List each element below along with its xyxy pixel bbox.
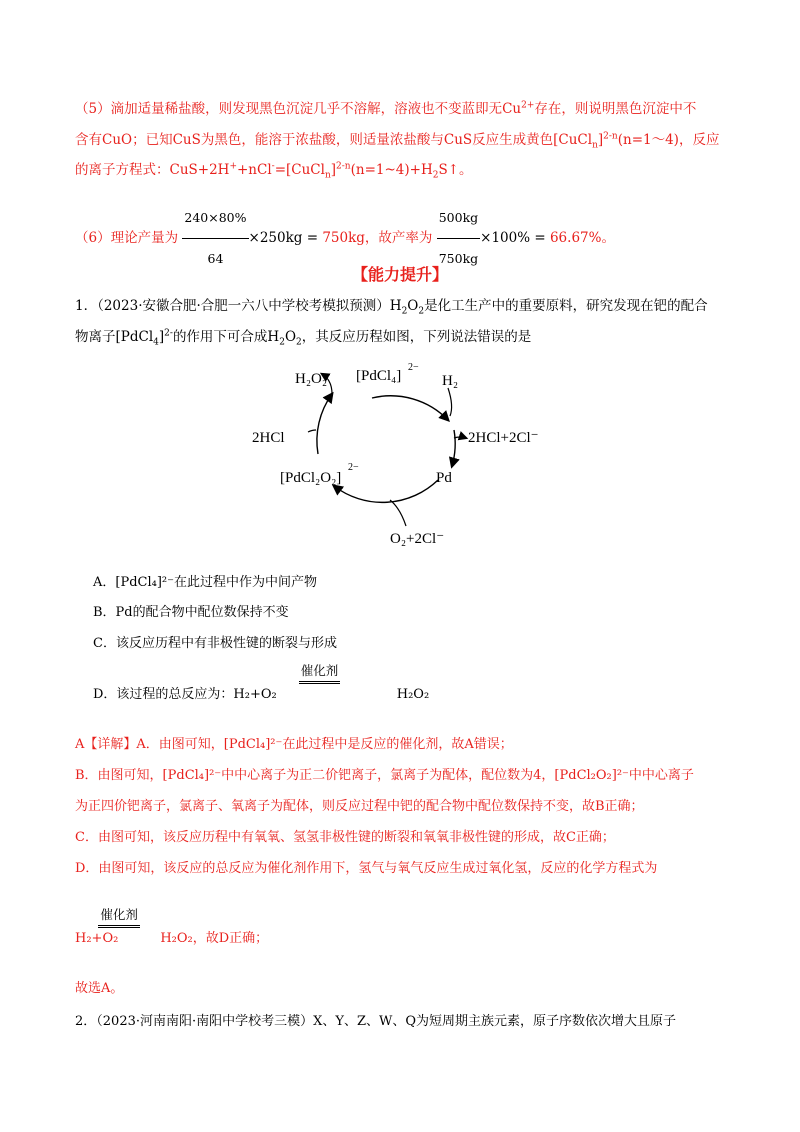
branch-arrow-2hcl (308, 430, 316, 432)
explanation-d: D．由图可知，该反应的总反应为催化剂作用下，氢气与氧气反应生成过氧化氢，反应的化学方程式为 (75, 861, 658, 876)
answer-5-line-2: 含有CuO；已知CuS为黑色，能溶于浓盐酸，则适量浓盐酸与CuS反应生成黄色[CuCl$_n$]$^{2-n}$(n=1～4)，反应 (75, 131, 720, 151)
fraction-yield-theoretical: $\frac{240\times 80\%}{64}$ (182, 198, 248, 279)
question-1-line-1: 1．（2023·安徽合肥·合肥一六八中学校考模拟预测）$H_2O_2$是化工生产中的重要原料，研究发现在钯的配合 (75, 298, 708, 317)
explanation-equation: H₂+O₂ 催化剂 H₂O₂，故D正确； (75, 907, 269, 946)
label-pdcl4: [PdCl₄] (356, 368, 402, 384)
label-pd: Pd (436, 470, 452, 486)
answer-6-line: （6）理论产量为 $\frac{240\times 80\%}{64}$ ×250kg = 750kg，故产率为 $\frac{500kg}{750kg}$ ×100% = 66.67%。 (75, 198, 615, 279)
option-b: B．Pd的配合物中配位数保持不变 (93, 605, 289, 620)
label-o2-2cl: O₂+2Cl⁻ (390, 531, 445, 547)
branch-arrow-h2 (448, 388, 452, 416)
branch-arrow-2hcl2cl (454, 437, 466, 438)
cycle-arc-top (372, 396, 448, 420)
question-1-line-2: 物离子[PdCl$_4$]$^{2-}$的作用下可合成$H_2O_2$，其反应历程如图，下列说法错误的是 (75, 328, 532, 348)
option-d: D．该过程的总反应为：H₂+O₂ 催化剂 H₂O₂ (93, 663, 430, 702)
fraction-yield-rate: $\frac{500kg}{750kg}$ (437, 198, 480, 279)
catalyst-label-2: 催化剂 (98, 905, 140, 928)
label-h2o2: H₂O₂ (295, 371, 328, 387)
label-pdcl4-charge: 2− (408, 362, 419, 373)
explanation-c: C．由图可知，该反应历程中有氧氧、氢氢非极性键的断裂和氧氧非极性键的形成，故C正确； (75, 830, 615, 845)
cycle-arc-right (452, 430, 455, 466)
label-h2: H₂ (442, 373, 459, 389)
label-pdcl2o2-charge: 2− (348, 462, 359, 473)
explanation-b-1: B．由图可知，[PdCl₄]²⁻中中心离子为正二价钯离子，氯离子为配体，配位数为4，[PdCl₂O₂]²⁻中中心离子 (75, 768, 694, 783)
explanation-a: A【详解】A．由图可知，[PdCl₄]²⁻在此过程中是反应的催化剂，故A错误； (75, 737, 513, 752)
branch-arrow-o2 (390, 500, 406, 526)
answer-5-line-3: 的离子方程式：$CuS+2H^++nCl^-=[CuCl_n]^{2-n}(n=1\sim 4)+H_2S↑$。 (75, 161, 473, 181)
cycle-arc-bottom-right (334, 480, 438, 502)
answer-5-line-1: （5）滴加适量稀盐酸，则发现黑色沉淀几乎不溶解，溶液也不变蓝即无$Cu^{2+}$存在，则说明黑色沉淀中不 (75, 100, 697, 117)
label-2hcl-2cl: 2HCl+2Cl⁻ (468, 430, 539, 446)
explanation-b-2: 为正四价钯离子，氯离子、氧离子为配体，则反应过程中钯的配合物中配位数保持不变，故B正确； (75, 799, 644, 814)
reaction-cycle-diagram (240, 358, 560, 553)
option-c: C．该反应历程中有非极性键的断裂与形成 (93, 636, 337, 651)
label-pdcl2o2: [PdCl₂O₂] (280, 470, 342, 486)
option-a: A．[PdCl₄]²⁻在此过程中作为中间产物 (93, 575, 317, 590)
section-heading: 【能力提升】 (351, 265, 448, 284)
question-2-line-1: 2．（2023·河南南阳·南阳中学校考三模）X、Y、Z、W、Q为短周期主族元素，原子序数依次增大且原子 (75, 1014, 677, 1029)
catalyst-label: 催化剂 (299, 661, 341, 684)
label-2hcl: 2HCl (252, 430, 285, 446)
cycle-arc-left (317, 394, 332, 454)
conclusion: 故选A。 (75, 981, 124, 996)
